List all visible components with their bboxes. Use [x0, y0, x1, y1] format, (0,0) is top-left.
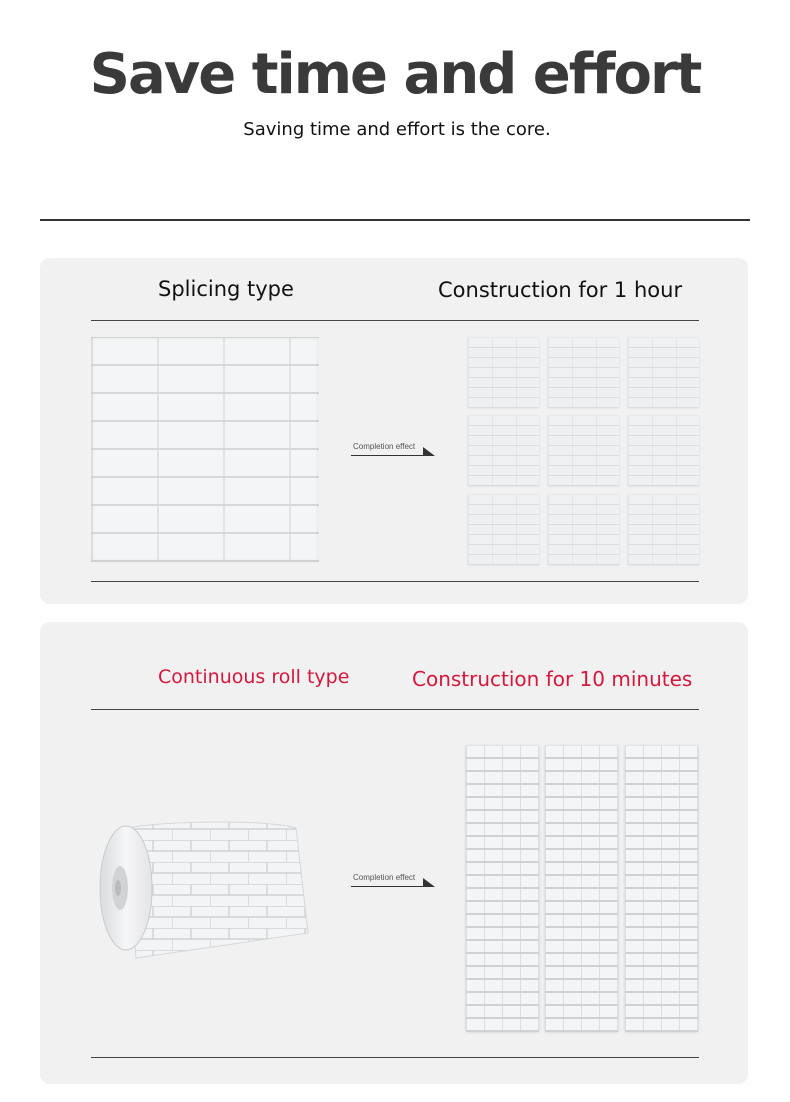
header-divider: [40, 219, 750, 221]
completion-effect-arrow: [351, 442, 441, 462]
splicing-brick-panel-image: [91, 337, 319, 562]
arrow-right-icon: [423, 878, 435, 887]
panel-1-bottom-divider: [91, 581, 699, 582]
subtitle: Saving time and effort is the core.: [243, 119, 551, 140]
tile: [548, 495, 619, 565]
continuous-roll-type-label: Continuous roll type: [158, 666, 350, 688]
continuous-roll-panel: [40, 622, 748, 1084]
tile: [468, 416, 539, 486]
splicing-type-panel: [40, 258, 748, 604]
tile: [548, 338, 619, 408]
completion-effect-label: Completion effect: [353, 873, 416, 882]
wall-strip: [466, 746, 539, 1032]
tile: [628, 338, 699, 408]
splicing-type-label: Splicing type: [158, 277, 294, 301]
arrow-right-icon: [423, 447, 435, 456]
main-title: Save time and effort: [89, 42, 701, 107]
tile: [468, 495, 539, 565]
construction-10-minutes-label: Construction for 10 minutes: [412, 667, 693, 691]
wallpaper-roll-image: [96, 818, 318, 963]
panel-2-bottom-divider: [91, 1057, 699, 1058]
completion-effect-arrow: [351, 873, 441, 893]
construction-1-hour-label: Construction for 1 hour: [438, 278, 683, 302]
panel-2-top-divider: [91, 709, 699, 710]
completion-effect-label: Completion effect: [353, 442, 416, 451]
wall-strip: [625, 746, 698, 1032]
panel-1-top-divider: [91, 320, 699, 321]
tile: [468, 338, 539, 408]
tile: [628, 416, 699, 486]
wall-strip: [545, 746, 618, 1032]
tile: [628, 495, 699, 565]
tile: [548, 416, 619, 486]
